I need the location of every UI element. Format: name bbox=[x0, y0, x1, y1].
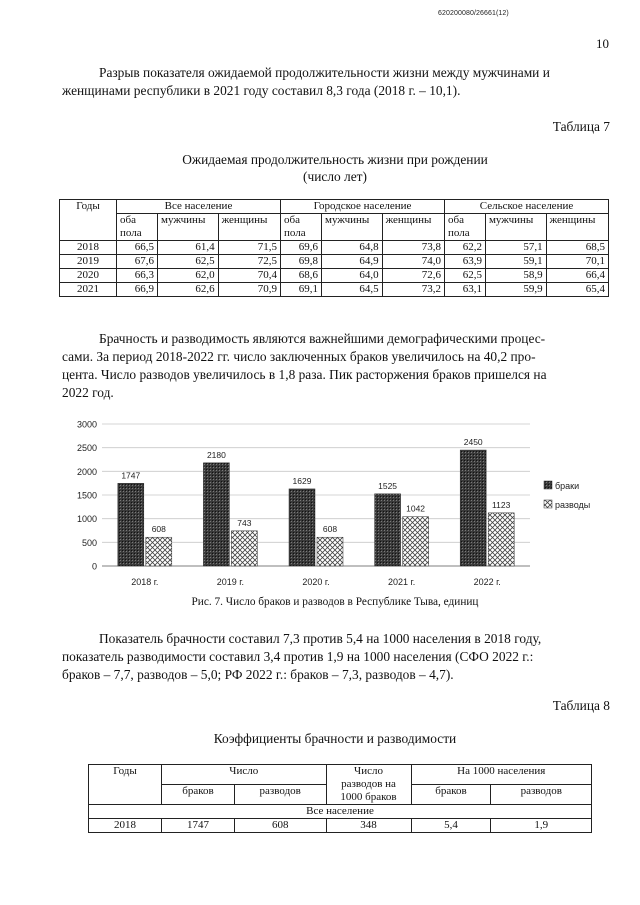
paragraph-line: показатель разводимости составил 3,4 против 1,9 на 1000 населения (СФО 2022 г.: bbox=[62, 649, 534, 664]
header-line: разводов на bbox=[341, 778, 396, 790]
year-cell: 2018 bbox=[60, 241, 117, 255]
value-cell: 69,6 bbox=[280, 241, 321, 255]
value-cell: 64,9 bbox=[321, 255, 382, 269]
value-cell: 67,6 bbox=[117, 255, 158, 269]
col-header-div-per-1000 bbox=[326, 765, 411, 805]
bar-marriages bbox=[375, 494, 401, 566]
value-cell: 66,3 bbox=[117, 269, 158, 283]
value-cell: 69,8 bbox=[280, 255, 321, 269]
paragraph-marriage-divorce bbox=[62, 330, 610, 402]
y-tick-label: 500 bbox=[81, 537, 97, 548]
bar-divorces bbox=[231, 531, 257, 566]
table7-title-line: Ожидаемая продолжительность жизни при рождении bbox=[182, 152, 488, 167]
table7-label: Таблица 7 bbox=[552, 119, 610, 134]
header-line: Число bbox=[354, 765, 383, 777]
value-cell: 59,1 bbox=[485, 255, 546, 269]
document-id: 620200080/26661(12) bbox=[438, 10, 509, 17]
value-cell: 59,9 bbox=[485, 283, 546, 297]
value-cell: 61,4 bbox=[158, 241, 219, 255]
legend-label: разводы bbox=[555, 500, 591, 510]
year-cell: 2019 bbox=[60, 255, 117, 269]
sub-header-men: мужчины bbox=[158, 214, 219, 241]
sub-header-men: мужчины bbox=[485, 214, 546, 241]
data-label: 1042 bbox=[406, 503, 426, 514]
life-expectancy-table bbox=[59, 199, 609, 297]
paragraph-line: Показатель брачности составил 7,3 против 5,4 на 1000 населения в 2018 году, bbox=[99, 631, 542, 646]
paragraph-line: Брачность и разводимость являются важнейшими демографическими процес- bbox=[99, 331, 546, 346]
value-cell: 64,5 bbox=[321, 283, 382, 297]
x-tick-label: 2020 г. bbox=[302, 577, 330, 587]
y-tick-label: 2000 bbox=[76, 466, 97, 477]
value-cell: 62,0 bbox=[158, 269, 219, 283]
y-tick-label: 2500 bbox=[76, 443, 97, 454]
value-cell: 66,4 bbox=[546, 269, 608, 283]
figure-caption: Рис. 7. Число браков и разводов в Республике Тыва, единиц bbox=[191, 596, 479, 608]
sub-header-both: оба пола bbox=[117, 214, 158, 241]
section-header-all: Все население bbox=[89, 805, 592, 819]
paragraph-life-expectancy-gap bbox=[62, 64, 610, 100]
value-cell: 64,8 bbox=[321, 241, 382, 255]
value-cell: 1747 bbox=[162, 819, 235, 833]
col-header-divorces: разводов bbox=[234, 785, 326, 805]
year-cell: 2018 bbox=[89, 819, 162, 833]
value-cell: 68,6 bbox=[280, 269, 321, 283]
legend-swatch-divorces bbox=[544, 500, 552, 508]
value-cell: 66,5 bbox=[117, 241, 158, 255]
y-tick-label: 1000 bbox=[76, 514, 97, 525]
data-label: 1747 bbox=[121, 470, 141, 481]
value-cell: 57,1 bbox=[485, 241, 546, 255]
value-cell: 58,9 bbox=[485, 269, 546, 283]
table-row bbox=[60, 255, 609, 269]
data-label: 1123 bbox=[492, 499, 511, 510]
table-row bbox=[60, 269, 609, 283]
col-header-marriages: браков bbox=[162, 785, 235, 805]
data-label: 2180 bbox=[206, 449, 226, 460]
table-row bbox=[89, 819, 592, 833]
data-label: 743 bbox=[237, 517, 252, 528]
sub-header-women: женщины bbox=[382, 214, 444, 241]
paragraph-line: женщинами республики в 2021 году составил 8,3 года (2018 г. – 10,1). bbox=[62, 83, 461, 98]
legend-swatch-marriages bbox=[544, 481, 552, 489]
col-header-marriage-rate: браков bbox=[411, 785, 491, 805]
value-cell: 348 bbox=[326, 819, 411, 833]
value-cell: 62,5 bbox=[158, 255, 219, 269]
value-cell: 62,5 bbox=[444, 269, 485, 283]
value-cell: 73,8 bbox=[382, 241, 444, 255]
value-cell: 71,5 bbox=[218, 241, 280, 255]
value-cell: 64,0 bbox=[321, 269, 382, 283]
table-row bbox=[60, 241, 609, 255]
group-header-urban: Городское население bbox=[280, 200, 444, 214]
table7-title bbox=[60, 151, 610, 185]
col-header-divorce-rate: разводов bbox=[491, 785, 592, 805]
value-cell: 62,6 bbox=[158, 283, 219, 297]
bar-divorces bbox=[146, 537, 172, 566]
value-cell: 72,6 bbox=[382, 269, 444, 283]
sub-header-women: женщины bbox=[218, 214, 280, 241]
table8-title: Коэффициенты брачности и разводимости bbox=[213, 731, 457, 746]
chart-legend bbox=[544, 481, 590, 510]
paragraph-line: Разрыв показателя ожидаемой продолжительности жизни между мужчинами и bbox=[99, 65, 550, 80]
table-row bbox=[60, 283, 609, 297]
x-tick-label: 2021 г. bbox=[387, 577, 416, 587]
value-cell: 72,5 bbox=[218, 255, 280, 269]
y-tick-label: 3000 bbox=[76, 419, 97, 430]
data-label: 1629 bbox=[292, 475, 312, 486]
value-cell: 5,4 bbox=[411, 819, 491, 833]
value-cell: 70,4 bbox=[218, 269, 280, 283]
bar-marriages bbox=[460, 450, 486, 566]
bar-marriages bbox=[289, 489, 315, 566]
group-header-all: Все население bbox=[117, 200, 281, 214]
year-cell: 2021 bbox=[60, 283, 117, 297]
data-label: 608 bbox=[322, 524, 338, 535]
bar-marriages bbox=[203, 463, 229, 566]
value-cell: 63,1 bbox=[444, 283, 485, 297]
value-cell: 74,0 bbox=[382, 255, 444, 269]
page-number: 10 bbox=[596, 36, 609, 51]
chart-bars bbox=[118, 437, 514, 587]
bar-divorces bbox=[403, 517, 429, 566]
table7-title-line: (число лет) bbox=[303, 169, 367, 184]
paragraph-line: браков – 7,7, разводов – 5,0; РФ 2022 г.: браков – 7,3, разводов – 4,7). bbox=[62, 667, 454, 682]
sub-header-both: оба пола bbox=[444, 214, 485, 241]
marriage-divorce-rates-table bbox=[88, 764, 592, 833]
header-line: 1000 браков bbox=[340, 791, 397, 803]
paragraph-line: сами. За период 2018-2022 гг. число заключенных браков увеличилось на 40,2 про- bbox=[62, 349, 536, 364]
value-cell: 70,1 bbox=[546, 255, 608, 269]
paragraph-line: 2022 год. bbox=[62, 385, 114, 400]
y-tick-label: 0 bbox=[91, 561, 97, 572]
data-label: 2450 bbox=[463, 437, 483, 448]
col-header-years: Годы bbox=[89, 765, 162, 805]
value-cell: 608 bbox=[234, 819, 326, 833]
sub-header-men: мужчины bbox=[321, 214, 382, 241]
bar-marriages bbox=[118, 483, 144, 566]
x-tick-label: 2022 г. bbox=[473, 577, 501, 587]
value-cell: 68,5 bbox=[546, 241, 608, 255]
group-header-rural: Сельское население bbox=[444, 200, 608, 214]
group-header-per-1000: На 1000 населения bbox=[411, 765, 591, 785]
x-tick-label: 2019 г. bbox=[216, 577, 245, 587]
data-label: 608 bbox=[151, 524, 166, 535]
value-cell: 70,9 bbox=[218, 283, 280, 297]
bar-divorces bbox=[317, 537, 343, 566]
sub-header-women: женщины bbox=[546, 214, 608, 241]
value-cell: 62,2 bbox=[444, 241, 485, 255]
bar-divorces bbox=[488, 513, 514, 566]
paragraph-line: цента. Число разводов увеличилось в 1,8 раза. Пик расторжения браков пришелся на bbox=[62, 367, 547, 382]
y-tick-label: 1500 bbox=[76, 490, 97, 501]
x-tick-label: 2018 г. bbox=[131, 577, 159, 587]
sub-header-both: оба пола bbox=[280, 214, 321, 241]
value-cell: 73,2 bbox=[382, 283, 444, 297]
value-cell: 65,4 bbox=[546, 283, 608, 297]
data-label: 1525 bbox=[378, 480, 398, 491]
table8-label: Таблица 8 bbox=[552, 698, 610, 713]
value-cell: 66,9 bbox=[117, 283, 158, 297]
value-cell: 1,9 bbox=[491, 819, 592, 833]
year-cell: 2020 bbox=[60, 269, 117, 283]
value-cell: 69,1 bbox=[280, 283, 321, 297]
legend-label: браки bbox=[555, 481, 580, 491]
value-cell: 63,9 bbox=[444, 255, 485, 269]
paragraph-rates bbox=[62, 630, 610, 684]
group-header-count: Число bbox=[162, 765, 327, 785]
marriages-divorces-chart bbox=[60, 410, 610, 592]
col-header-years: Годы bbox=[60, 200, 117, 241]
